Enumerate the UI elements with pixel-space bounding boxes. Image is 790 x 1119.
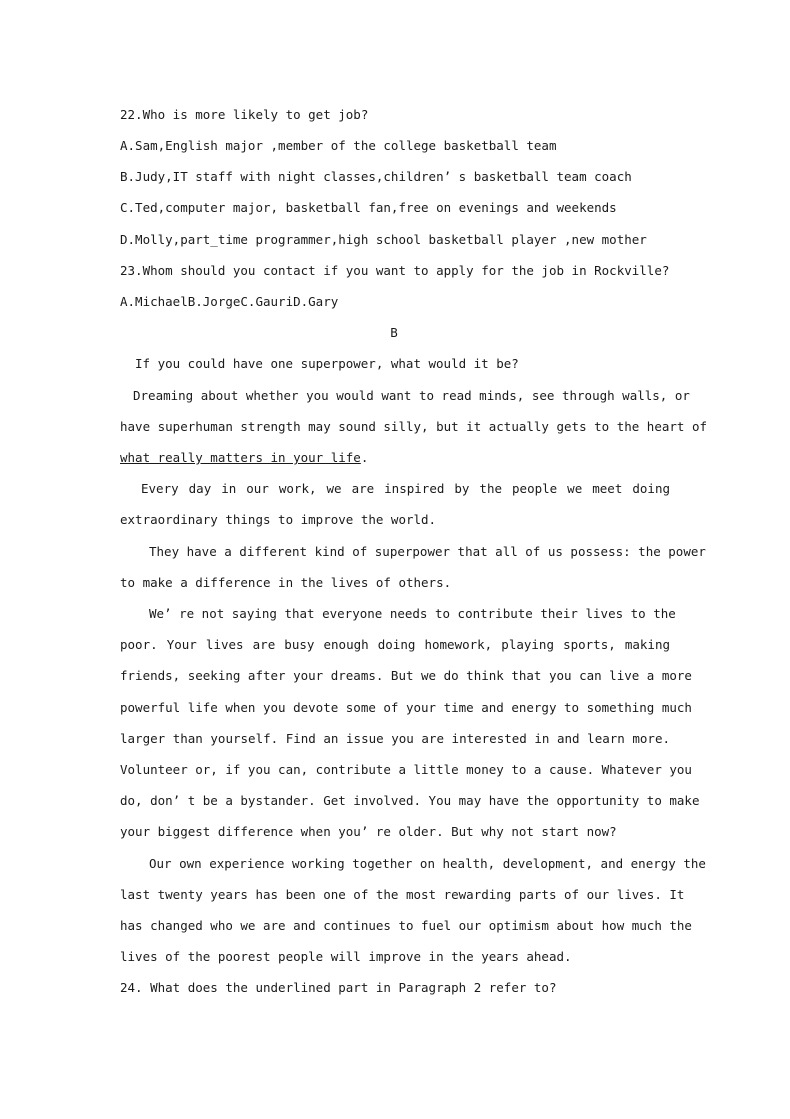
period: . — [360, 450, 369, 465]
question-22-stem: 22.Who is more likely to get job? — [120, 107, 369, 122]
question-22-option-a: A.Sam,English major ,member of the college basketball team — [120, 138, 557, 153]
passage-line: extraordinary things to improve the world. — [120, 512, 437, 527]
passage-line-underlined — [120, 450, 670, 466]
question-22-option-c: C.Ted,computer major, basketball fan,free on evenings and weekends — [120, 200, 617, 215]
passage-line: to make a difference in the lives of others. — [120, 575, 452, 590]
passage-line: larger than yourself. Find an issue you are interested in and learn more. — [120, 731, 670, 746]
passage-line: friends, seeking after your dreams. But we do think that you can live a more — [120, 668, 692, 683]
passage-line: last twenty years has been one of the most rewarding parts of our lives. It — [120, 887, 685, 902]
passage-line: They have a different kind of superpower that all of us possess: the power — [149, 544, 706, 559]
passage-line: do, don’ t be a bystander. Get involved. You may have the opportunity to make — [120, 793, 700, 808]
passage-line: lives of the poorest people will improve in the years ahead. — [120, 949, 572, 964]
passage-line: have superhuman strength may sound silly, but it actually gets to the heart of — [120, 419, 707, 434]
question-23-stem: 23.Whom should you contact if you want to apply for the job in Rockville? — [120, 263, 670, 278]
passage-line: Volunteer or, if you can, contribute a little money to a cause. Whatever you — [120, 762, 692, 777]
question-22-option-d: D.Molly,part_time programmer,high school basketball player ,new mother — [120, 232, 647, 247]
passage-line: Our own experience working together on health, development, and energy the — [149, 856, 706, 871]
passage-line: has changed who we are and continues to fuel our optimism about how much the — [120, 918, 692, 933]
underlined-phrase: what really matters in your life — [120, 450, 361, 465]
passage-line: Every day in our work, we are inspired by the people we meet doing — [141, 481, 670, 496]
passage-line: Dreaming about whether you would want to read minds, see through walls, or — [133, 388, 690, 403]
passage-line: We’ re not saying that everyone needs to contribute their lives to the — [149, 606, 676, 621]
passage-line: your biggest difference when you’ re older. But why not start now? — [120, 824, 617, 839]
passage-heading: B — [390, 325, 398, 340]
passage-line: poor. Your lives are busy enough doing homework, playing sports, making — [120, 637, 670, 652]
question-23-options: A.MichaelB.JorgeC.GauriD.Gary — [120, 294, 339, 309]
passage-line: powerful life when you devote some of your time and energy to something much — [120, 700, 692, 715]
question-22-option-b: B.Judy,IT staff with night classes,children’ s basketball team coach — [120, 169, 632, 184]
passage-line: If you could have one superpower, what would it be? — [135, 356, 519, 371]
question-24-stem: 24. What does the underlined part in Paragraph 2 refer to? — [120, 980, 557, 995]
